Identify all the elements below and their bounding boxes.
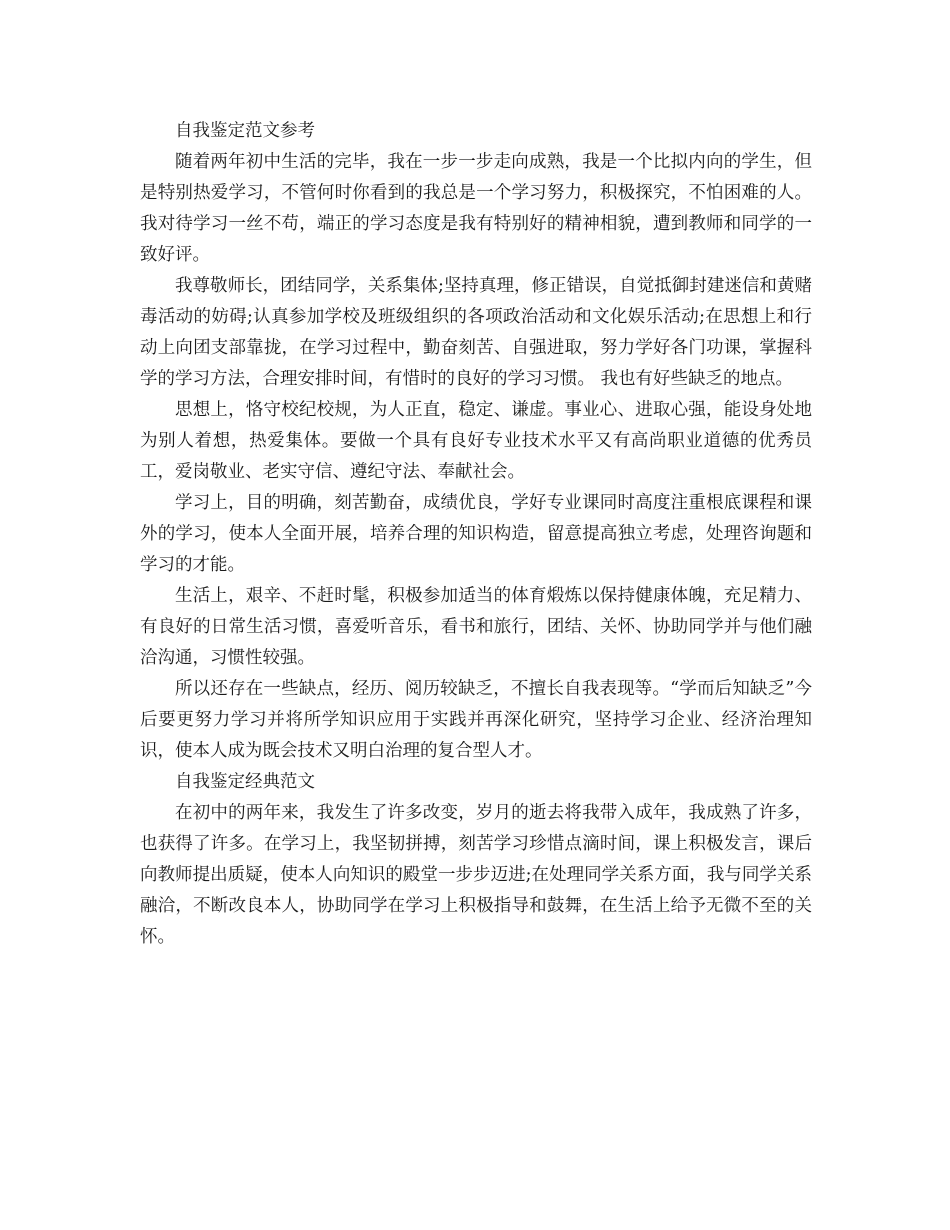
paragraph: 思想上，恪守校纪校规，为人正直，稳定、谦虚。事业心、进取心强，能设身处地为别人着想，热爱集体。要做一个具有良好专业技术水平又有高尚职业道德的优秀员工，爱岗敬业、老实守信、遵纪守法、奉献社会。 [140,400,812,482]
paragraph: 学习上，目的明确，刻苦勤奋，成绩优良，学好专业课同时高度注重根底课程和课外的学习，使本人全面开展，培养合理的知识构造，留意提高独立考虑，处理咨询题和学习的才能。 [140,493,812,575]
paragraph: 生活上，艰辛、不赶时髦，积极参加适当的体育煅炼以保持健康体魄，充足精力、有良好的日常生活习惯，喜爱听音乐，看书和旅行，团结、关怀、协助同学并与他们融洽沟通，习惯性较强。 [140,586,812,668]
paragraph: 所以还存在一些缺点，经历、阅历较缺乏，不擅长自我表现等。“学而后知缺乏”今后要更努力学习并将所学知识应用于实践并再深化研究，坚持学习企业、经济治理知识，使本人成为既会技术又明白治理的复合型人才。 [140,679,812,761]
section-heading: 自我鉴定范文参考 [175,121,315,141]
paragraph: 在初中的两年来，我发生了许多改变，岁月的逝去将我带入成年，我成熟了许多，也获得了许多。在学习上，我坚韧拼搏，刻苦学习珍惜点滴时间，课上积极发言，课后向教师提出质疑，使本人向知识的殿堂一步步迈进;在处理同学关系方面，我与同学关系融洽，不断改良本人，协助同学在学习上积极指导和鼓舞，在生活上给予无微不至的关怀。 [140,803,812,947]
section-heading: 自我鉴定经典范文 [175,772,315,792]
document-body [140,116,812,953]
paragraph: 我尊敬师长，团结同学，关系集体;坚持真理，修正错误，自觉抵御封建迷信和黄赌毒活动的妨碍;认真参加学校及班级组织的各项政治活动和文化娱乐活动;在思想上和行动上向团支部靠拢，在学习过程中，勤奋刻苦、自强进取，努力学好各门功课，掌握科学的学习方法，合理安排时间，有惜时的良好的学习习惯。 我也有好些缺乏的地点。 [140,276,812,389]
paragraph: 随着两年初中生活的完毕，我在一步一步走向成熟，我是一个比拟内向的学生，但是特别热爱学习，不管何时你看到的我总是一个学习努力，积极探究，不怕困难的人。我对待学习一丝不苟，端正的学习态度是我有特别好的精神相貌，遭到教师和同学的一致好评。 [140,152,812,265]
